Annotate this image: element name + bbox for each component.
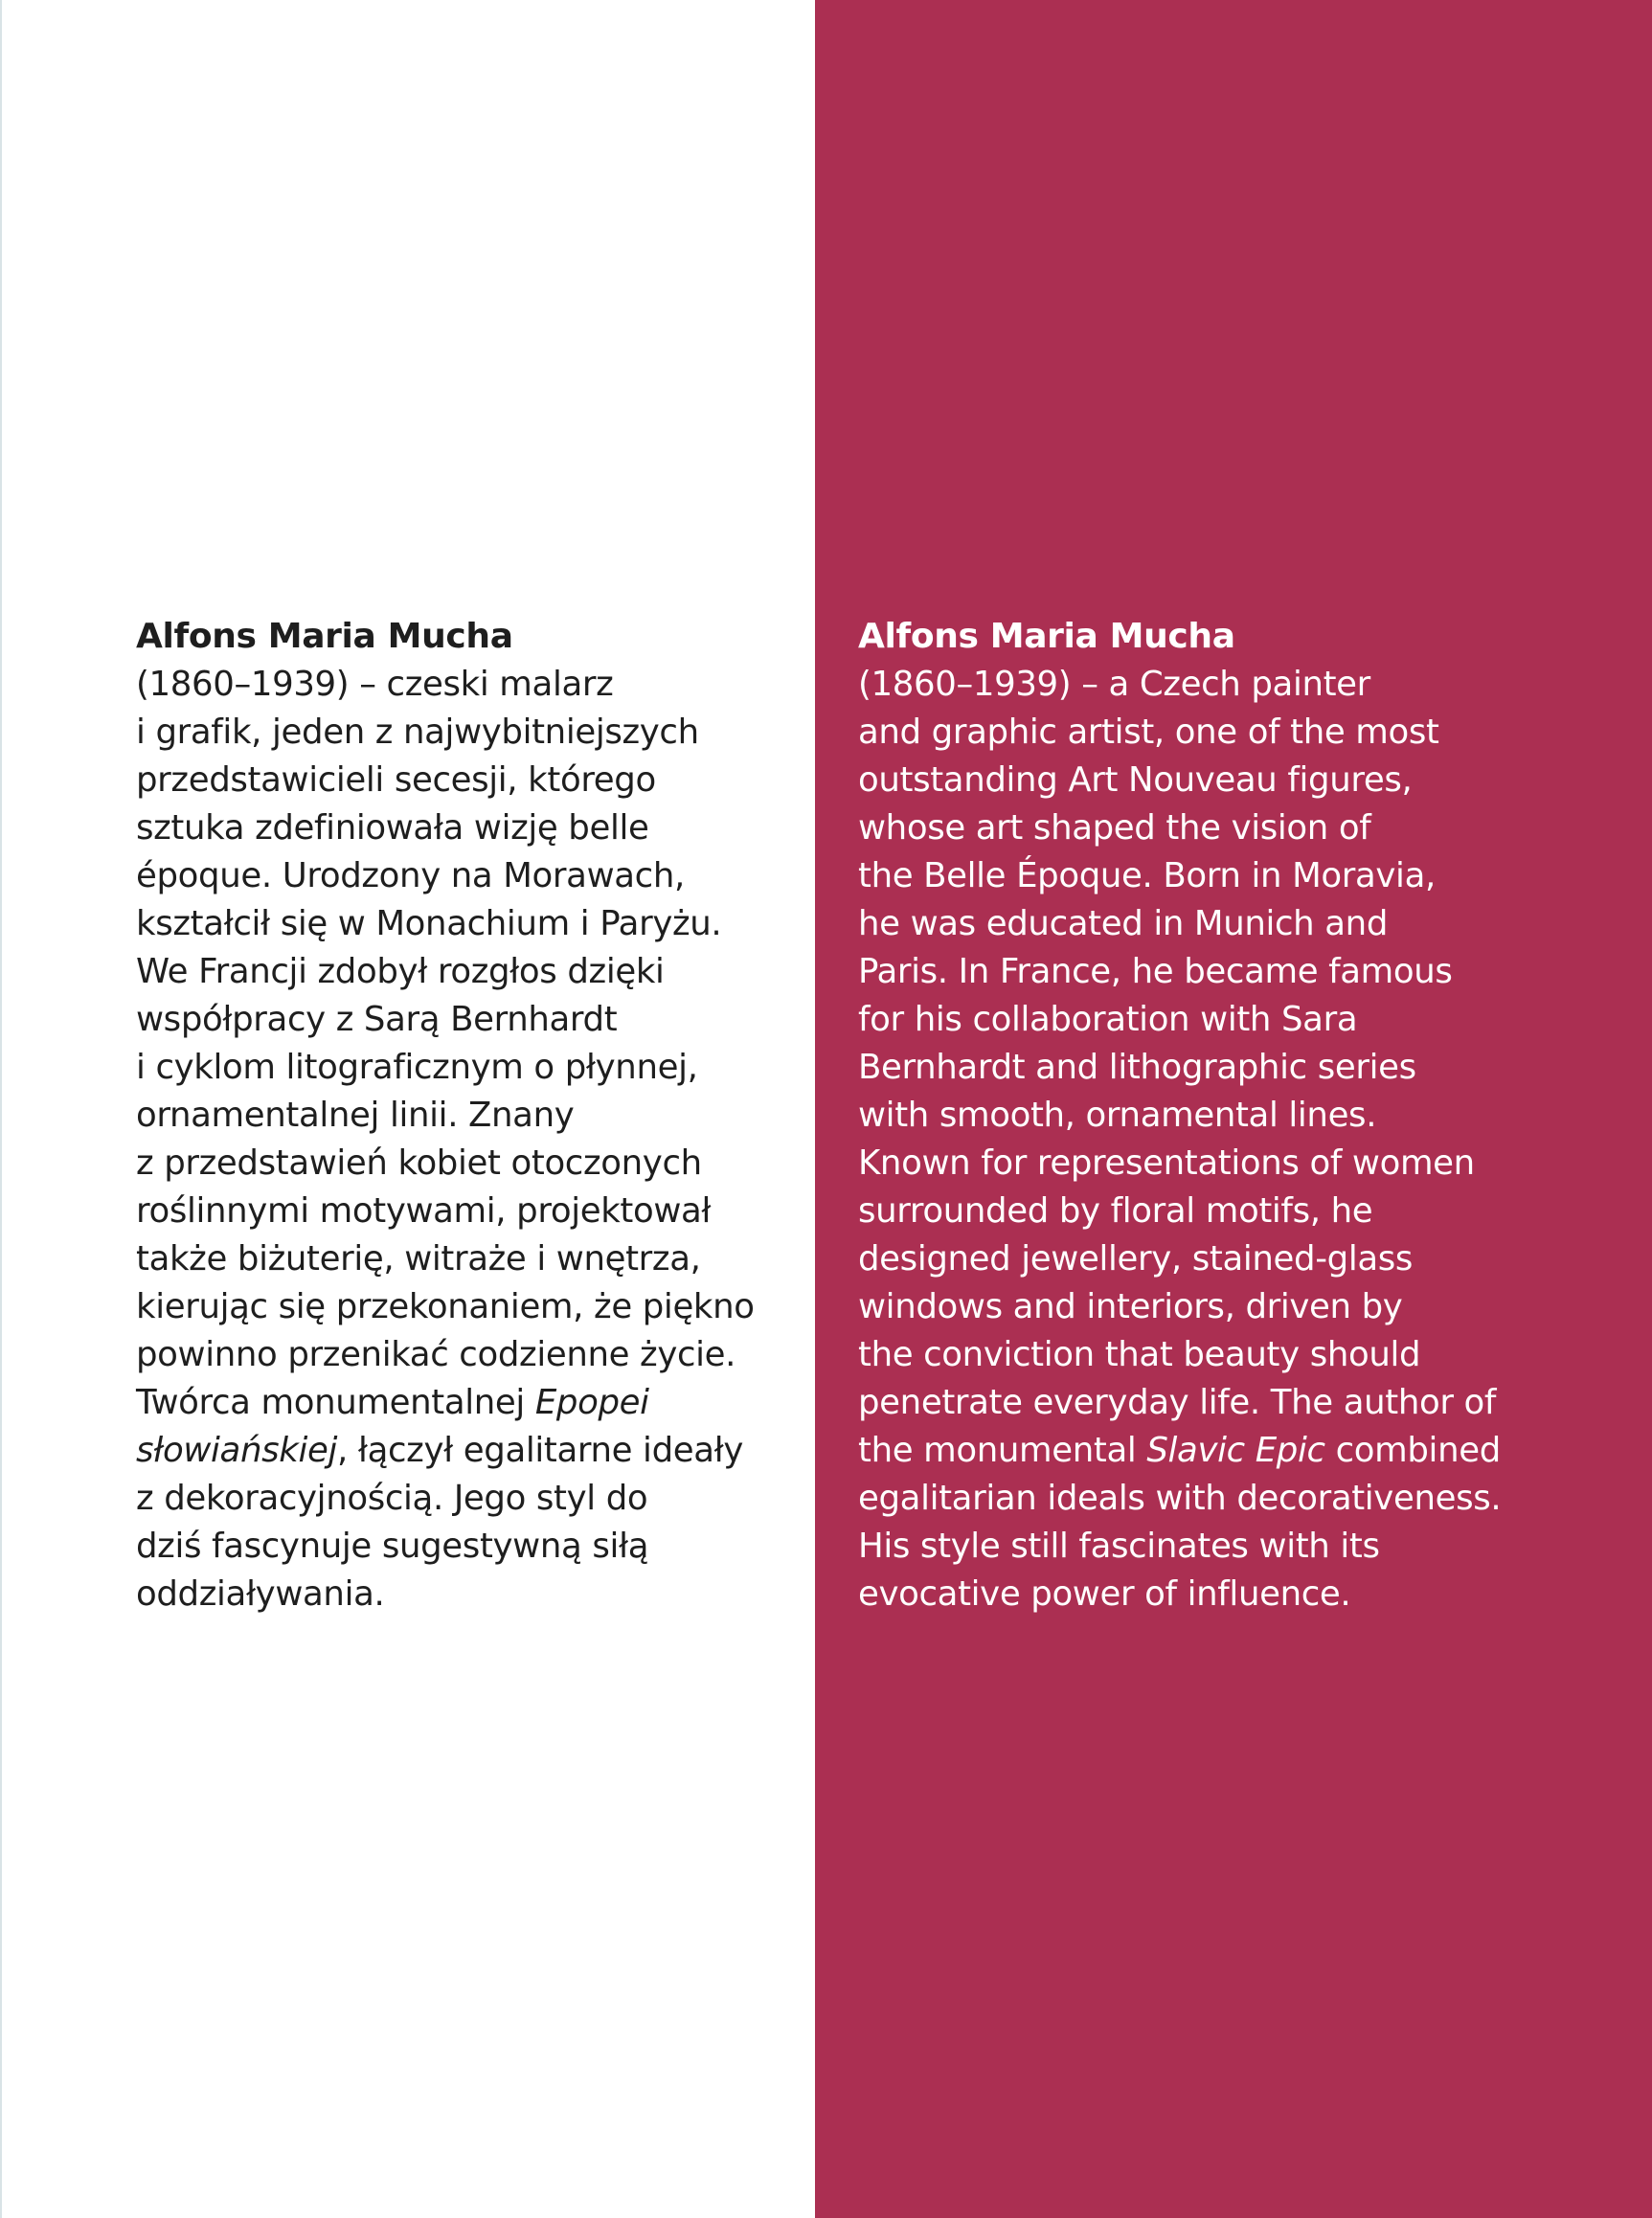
english-line: the Belle Époque. Born in Moravia, xyxy=(858,856,1436,895)
english-text: the monumental xyxy=(858,1431,1147,1470)
english-line xyxy=(858,1427,1639,1475)
english-line: for his collaboration with Sara xyxy=(858,1000,1358,1039)
polish-line: z dekoracyjnością. Jego styl do xyxy=(136,1479,648,1518)
polish-line: powinno przenikać codzienne życie. xyxy=(136,1335,736,1374)
polish-line: z przedstawień kobiet otoczonych xyxy=(136,1143,702,1183)
polish-line: także biżuterię, witraże i wnętrza, xyxy=(136,1239,701,1279)
english-line: His style still fascinates with its xyxy=(858,1527,1380,1566)
english-line: Paris. In France, he became famous xyxy=(858,952,1453,991)
english-line: outstanding Art Nouveau figures, xyxy=(858,760,1413,800)
polish-text: Twórca monumentalnej xyxy=(136,1383,535,1422)
polish-title-italic: słowiańskiej xyxy=(136,1431,337,1470)
polish-line: kierując się przekonaniem, że piękno xyxy=(136,1287,755,1326)
english-line: with smooth, ornamental lines. xyxy=(858,1096,1377,1135)
english-line: Known for representations of women xyxy=(858,1143,1475,1183)
english-text-column xyxy=(858,613,1639,1618)
polish-text-column xyxy=(136,613,797,1618)
english-line: he was educated in Munich and xyxy=(858,904,1388,943)
polish-title-italic: Epopei xyxy=(534,1383,649,1422)
polish-heading: Alfons Maria Mucha xyxy=(136,617,513,656)
polish-line: oddziaływania. xyxy=(136,1574,385,1614)
polish-line: i grafik, jeden z najwybitniejszych xyxy=(136,713,699,752)
english-line: windows and interiors, driven by xyxy=(858,1287,1403,1326)
polish-line: ornamentalnej linii. Znany xyxy=(136,1096,575,1135)
polish-line xyxy=(136,1379,797,1427)
english-heading: Alfons Maria Mucha xyxy=(858,617,1235,656)
polish-line: sztuka zdefiniowała wizję belle xyxy=(136,808,649,848)
english-title-italic: Slavic Epic xyxy=(1146,1431,1325,1470)
polish-line: współpracy z Sarą Bernhardt xyxy=(136,1000,618,1039)
english-line: egalitarian ideals with decorativeness. xyxy=(858,1479,1502,1518)
polish-line: époque. Urodzony na Morawach, xyxy=(136,856,685,895)
english-line: penetrate everyday life. The author of xyxy=(858,1383,1497,1422)
polish-line: roślinnymi motywami, projektował xyxy=(136,1191,712,1231)
english-line: the conviction that beauty should xyxy=(858,1335,1421,1374)
english-line: Bernhardt and lithographic series xyxy=(858,1048,1416,1087)
english-line: and graphic artist, one of the most xyxy=(858,713,1439,752)
polish-line xyxy=(136,1427,797,1475)
polish-line: przedstawicieli secesji, którego xyxy=(136,760,656,800)
english-line: evocative power of influence. xyxy=(858,1574,1351,1614)
english-text: combined xyxy=(1324,1431,1501,1470)
polish-line: (1860–1939) – czeski malarz xyxy=(136,665,614,704)
english-line: (1860–1939) – a Czech painter xyxy=(858,665,1370,704)
english-line: whose art shaped the vision of xyxy=(858,808,1371,848)
english-line: surrounded by floral motifs, he xyxy=(858,1191,1373,1231)
polish-line: dziś fascynuje sugestywną siłą xyxy=(136,1527,649,1566)
polish-text: , łączył egalitarne ideały xyxy=(336,1431,744,1470)
polish-line: i cyklom litograficznym o płynnej, xyxy=(136,1048,698,1087)
polish-line: kształcił się w Monachium i Paryżu. xyxy=(136,904,722,943)
english-line: designed jewellery, stained-glass xyxy=(858,1239,1414,1279)
polish-line: We Francji zdobył rozgłos dzięki xyxy=(136,952,665,991)
